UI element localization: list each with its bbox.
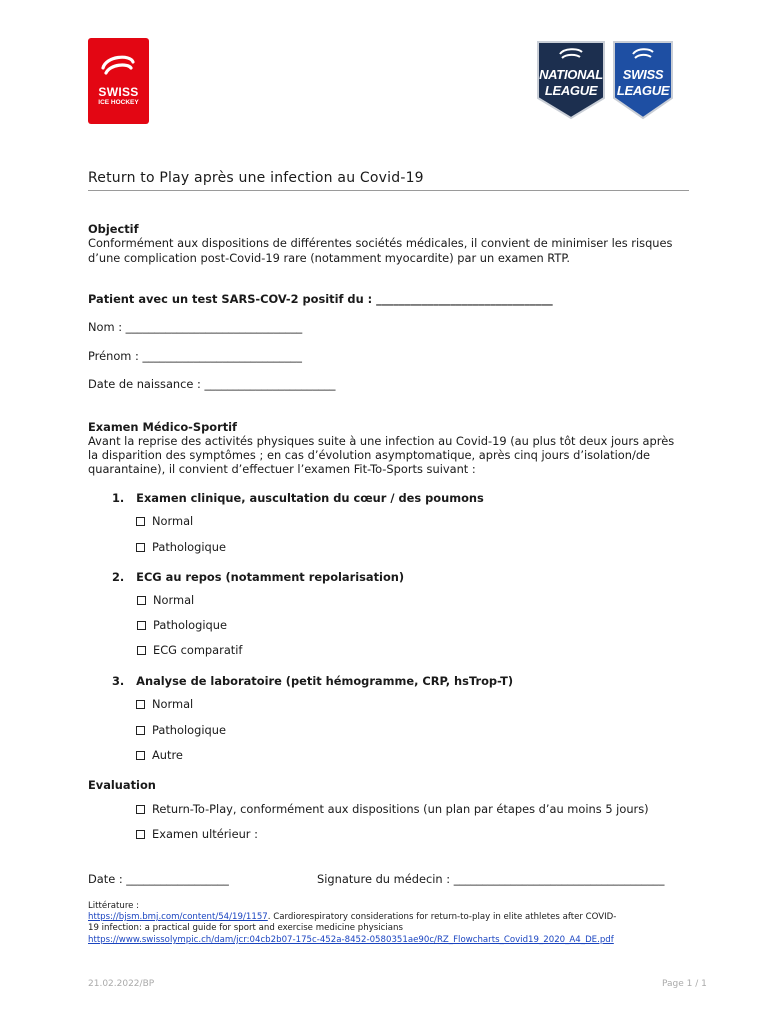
- checkbox-icon[interactable]: [137, 596, 146, 605]
- logo-text-league: LEAGUE: [544, 83, 598, 98]
- footer-date: 21.02.2022/BP: [88, 979, 155, 989]
- checkbox-icon[interactable]: [136, 726, 145, 735]
- section-title: Examen clinique, auscultation du cœur / des poumons: [136, 491, 484, 505]
- option-label: Pathologique: [153, 618, 227, 632]
- checkbox-icon[interactable]: [136, 830, 145, 839]
- option-label: Normal: [152, 697, 194, 711]
- checkbox-icon[interactable]: [137, 621, 146, 630]
- footer-page-number: Page 1 / 1: [662, 979, 707, 989]
- section-3-heading: [112, 674, 513, 688]
- puck-swoosh-icon: [100, 52, 136, 78]
- section-1-heading: [112, 491, 484, 505]
- date-naissance-field[interactable]: Date de naissance : _______________________: [88, 377, 336, 391]
- swiss-league-logo: [611, 40, 675, 120]
- option-ecg-normal[interactable]: [137, 593, 194, 607]
- examen-line-2: la disparition des symptômes ; en cas d’évolution asymptomatique, après cinq jours d’isolation/de: [88, 448, 651, 462]
- checkbox-icon[interactable]: [136, 700, 145, 709]
- date-field[interactable]: Date : __________________: [88, 872, 229, 886]
- nom-field[interactable]: Nom : _______________________________: [88, 320, 303, 334]
- literature-link-bjsm[interactable]: https://bjsm.bmj.com/content/54/19/1157: [88, 912, 268, 922]
- section-number: 2.: [112, 570, 125, 584]
- option-labo-normal[interactable]: [136, 697, 193, 711]
- national-league-logo: [534, 40, 608, 120]
- logo-text-swiss: SWISS: [98, 85, 139, 99]
- literature-ref-2: [88, 934, 688, 946]
- signature-medecin-field[interactable]: Signature du médecin : _____________________________________: [317, 872, 665, 886]
- checkbox-icon[interactable]: [136, 517, 145, 526]
- objectif-heading: Objectif: [88, 222, 139, 236]
- literature-label: Littérature :: [88, 901, 140, 911]
- literature-ref-1-text: . Cardiorespiratory considerations for return-to-play in elite athletes after COVID-: [267, 912, 617, 922]
- document-title: Return to Play après une infection au Covid-19: [88, 170, 424, 186]
- section-2-heading: [112, 570, 404, 584]
- option-examen-ulterieur[interactable]: [136, 827, 258, 841]
- logo-text-swiss-league-1: SWISS: [622, 67, 664, 82]
- option-ecg-comparatif[interactable]: [137, 643, 242, 657]
- option-labo-autre[interactable]: [136, 748, 183, 762]
- option-clinique-normal[interactable]: [136, 514, 193, 528]
- title-divider: [88, 190, 689, 191]
- examen-line-1: Avant la reprise des activités physiques suite à une infection au Covid-19 (au plus tôt deux jours après: [88, 434, 675, 448]
- section-title: ECG au repos (notamment repolarisation): [136, 570, 405, 584]
- option-label: Normal: [153, 593, 195, 607]
- checkbox-icon[interactable]: [136, 543, 145, 552]
- option-clinique-pathologique[interactable]: [136, 540, 226, 554]
- examen-heading: Examen Médico-Sportif: [88, 420, 238, 434]
- section-number: 3.: [112, 674, 125, 688]
- option-label: ECG comparatif: [153, 643, 243, 657]
- literature-ref-1-cont: 19 infection: a practical guide for sport and exercise medicine physicians: [88, 923, 403, 933]
- section-title: Analyse de laboratoire (petit hémogramme, CRP, hsTrop-T): [136, 674, 514, 688]
- logo-text-national: NATIONAL: [539, 67, 603, 82]
- option-labo-pathologique[interactable]: [136, 723, 226, 737]
- objectif-line-2: d’une complication post-Covid-19 rare (notamment myocardite) par un examen RTP.: [88, 251, 571, 265]
- checkbox-icon[interactable]: [136, 751, 145, 760]
- literature-link-swissolympic[interactable]: https://www.swissolympic.ch/dam/jcr:04cb2b07-175c-452a-8452-0580351ae90c/RZ_Flowcharts_Covid19_2020_A4_DE.pdf: [88, 935, 614, 945]
- logo-text-swiss-league-2: LEAGUE: [616, 83, 670, 98]
- option-ecg-pathologique[interactable]: [137, 618, 227, 632]
- prenom-field[interactable]: Prénom : ____________________________: [88, 349, 302, 363]
- section-number: 1.: [112, 491, 125, 505]
- swiss-ice-hockey-logo: [88, 38, 149, 124]
- checkbox-icon[interactable]: [136, 805, 145, 814]
- logo-text-ice-hockey: ICE HOCKEY: [98, 99, 139, 106]
- examen-line-3: quarantaine), il convient d’effectuer l’examen Fit-To-Sports suivant :: [88, 462, 476, 476]
- objectif-line-1: Conformément aux dispositions de différentes sociétés médicales, il convient de minimiser les risques: [88, 236, 673, 250]
- option-label: Normal: [152, 514, 194, 528]
- option-label: Examen ultérieur :: [152, 827, 258, 841]
- option-label: Pathologique: [152, 540, 226, 554]
- option-label: Return-To-Play, conformément aux dispositions (un plan par étapes d’au moins 5 jours): [152, 802, 649, 816]
- option-label: Pathologique: [152, 723, 226, 737]
- evaluation-heading: Evaluation: [88, 778, 156, 792]
- option-label: Autre: [152, 748, 183, 762]
- checkbox-icon[interactable]: [137, 646, 146, 655]
- patient-test-field[interactable]: Patient avec un test SARS-COV-2 positif du : _______________________________: [88, 292, 553, 306]
- option-return-to-play[interactable]: [136, 802, 649, 816]
